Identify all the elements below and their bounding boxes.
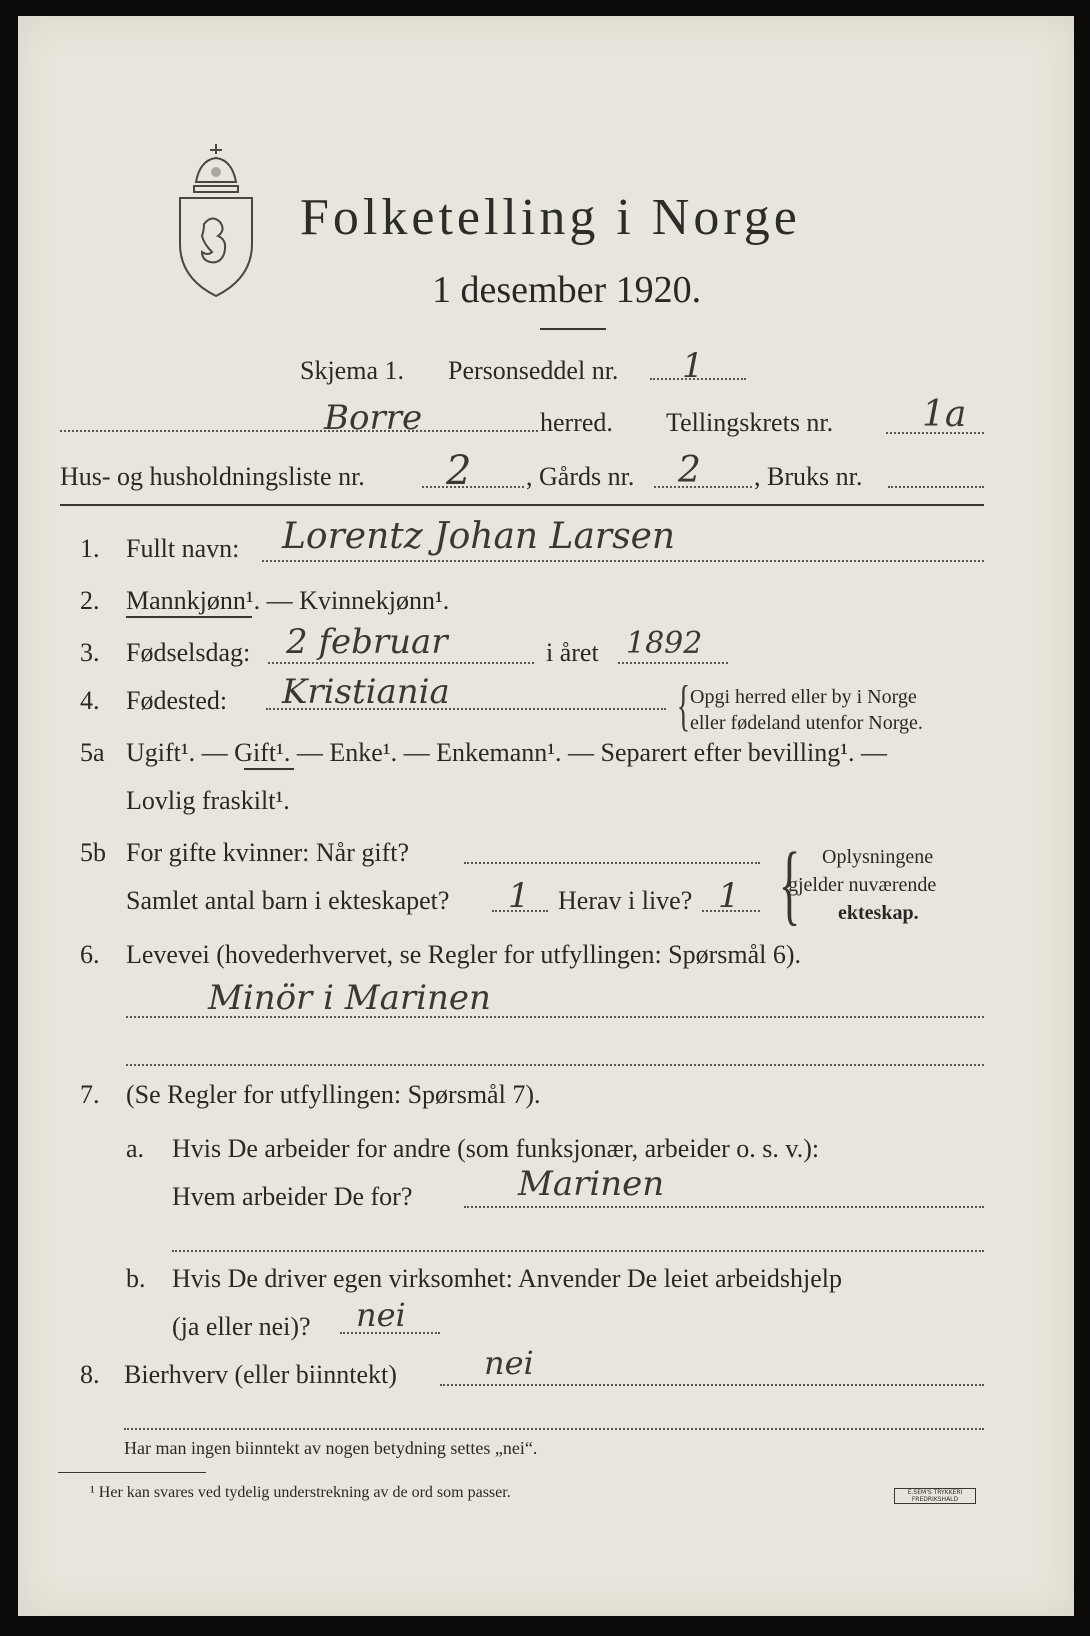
q4-number: 4. <box>80 686 100 715</box>
q5a-text: Ugift¹. — Gift¹. — Enke¹. — Enkemann¹. — Separert efter bevilling¹. — <box>126 738 888 767</box>
q7b-value: nei <box>356 1296 406 1334</box>
footnote: ¹ Her kan svares ved tydelig understrekning av de ord som passer. <box>90 1484 511 1501</box>
q7a-value: Marinen <box>518 1164 665 1204</box>
q8-line <box>440 1384 984 1386</box>
q3-number: 3. <box>80 638 100 667</box>
q6-value: Minör i Marinen <box>208 978 491 1018</box>
personseddel-value: 1 <box>682 346 704 386</box>
personseddel-label: Personseddel nr. <box>448 356 619 385</box>
q1-number: 1. <box>80 534 100 563</box>
q7a-label-2: Hvem arbeider De for? <box>172 1182 413 1211</box>
form-title: Folketelling i Norge <box>300 189 801 246</box>
coat-of-arms-icon <box>174 142 258 302</box>
header-rule <box>60 504 984 506</box>
q3-year-label: i året <box>546 638 599 667</box>
footer-note: Har man ingen biinntekt av nogen betydning settes „nei“. <box>124 1438 538 1458</box>
q2-text: Mannkjønn¹. — Kvinnekjønn¹. <box>126 586 450 615</box>
q5b-label-1: For gifte kvinner: Når gift? <box>126 838 410 867</box>
q7a-label: Hvis De arbeider for andre (som funksjonær, arbeider o. s. v.): <box>172 1134 820 1163</box>
q8-value: nei <box>484 1344 534 1382</box>
q7b-number: b. <box>126 1264 146 1293</box>
q7-label: (Se Regler for utfyllingen: Spørsmål 7). <box>126 1080 541 1109</box>
q4-note-2: eller fødeland utenfor Norge. <box>690 712 923 734</box>
q2-number: 2. <box>80 586 100 615</box>
q4-value: Kristiania <box>282 672 450 712</box>
census-form <box>18 16 1074 1616</box>
q1-value: Lorentz Johan Larsen <box>282 516 676 557</box>
husliste-value: 2 <box>446 448 472 494</box>
bruks-line <box>888 486 984 488</box>
q3-value: 2 februar <box>286 622 448 662</box>
q5b-number: 5b <box>80 838 106 867</box>
q4-brace: { <box>676 675 691 737</box>
q6-line-2 <box>126 1064 984 1066</box>
q1-line <box>262 560 984 562</box>
bruks-label: , Bruks nr. <box>754 462 863 491</box>
q5b-brace: { <box>778 835 801 934</box>
census-date: 1 desember 1920. <box>432 269 702 311</box>
printer-stamp-text: E.SEM'S TRYKKERI FREDRIKSHALD <box>907 1489 963 1503</box>
q7b-label-2: (ja eller nei)? <box>172 1312 311 1341</box>
q8-line-2 <box>124 1428 984 1430</box>
gards-line <box>654 486 752 488</box>
q7a-number: a. <box>126 1134 145 1163</box>
q5b-note-2: gjelder nuværende <box>788 874 937 896</box>
q4-note-1: Opgi herred eller by i Norge <box>690 686 917 708</box>
q7b-label: Hvis De driver egen virksomhet: Anvender De leiet arbeidshjelp <box>172 1264 843 1293</box>
q5a-number: 5a <box>80 738 105 767</box>
q7-number: 7. <box>80 1080 100 1109</box>
title-divider <box>540 328 606 330</box>
gards-label: , Gårds nr. <box>526 462 635 491</box>
q3-year-value: 1892 <box>626 626 703 661</box>
q5b-live-value: 1 <box>718 876 740 916</box>
footnote-rule <box>58 1472 206 1473</box>
q4-label: Fødested: <box>126 686 228 715</box>
q5b-married-line <box>464 862 760 864</box>
q3-label: Fødselsdag: <box>126 638 251 667</box>
q2-underline-mannkjonn <box>126 616 252 618</box>
q5b-live-label: Herav i live? <box>558 886 693 915</box>
gards-value: 2 <box>678 450 701 491</box>
q3-year-line <box>618 662 728 664</box>
q8-label: Bierhverv (eller biinntekt) <box>124 1360 397 1389</box>
q5b-label-2: Samlet antal barn i ekteskapet? <box>126 886 450 915</box>
herred-label: herred. <box>540 408 613 437</box>
husliste-label: Hus- og husholdningsliste nr. <box>60 462 365 491</box>
tellingskrets-label: Tellingskrets nr. <box>666 408 834 437</box>
printer-stamp <box>894 1488 976 1504</box>
q8-number: 8. <box>80 1360 100 1389</box>
q3-line <box>268 662 534 664</box>
q5b-note-1: Oplysningene <box>822 846 934 868</box>
q5a-underline-gift <box>244 768 294 770</box>
husliste-line <box>422 486 524 488</box>
q5b-barn-value: 1 <box>508 876 530 916</box>
schema-label: Skjema 1. <box>300 356 404 385</box>
q5b-note-3: ekteskap. <box>838 902 919 924</box>
herred-value: Borre <box>324 398 423 438</box>
q1-label: Fullt navn: <box>126 534 240 563</box>
q6-label: Levevei (hovederhvervet, se Regler for utfyllingen: Spørsmål 6). <box>126 940 802 969</box>
q5a-text-2: Lovlig fraskilt¹. <box>126 786 290 815</box>
q7a-line-2 <box>172 1250 984 1252</box>
q6-number: 6. <box>80 940 100 969</box>
herred-line <box>60 430 538 432</box>
q7a-line <box>464 1206 984 1208</box>
tellingskrets-value: 1a <box>922 394 967 435</box>
